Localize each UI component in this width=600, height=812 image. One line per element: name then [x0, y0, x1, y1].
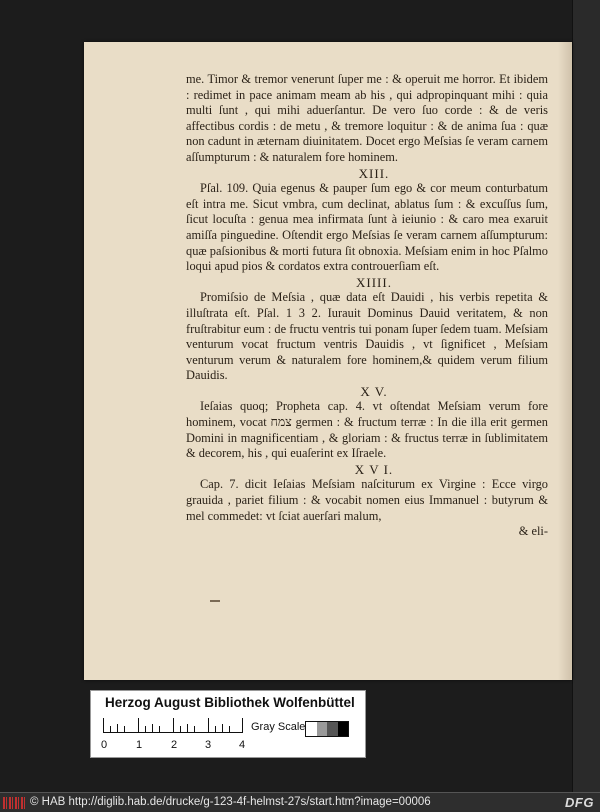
viewer-side-strip	[572, 0, 600, 792]
ruler-number: 3	[205, 739, 212, 751]
ruler-number: 2	[171, 739, 178, 751]
paragraph: Ieſaias quoq; Propheta cap. 4. vt oſtendat Meſsiam verum fore hominem, vocat צמח germen : & fructum terræ : In die illa erit germen Domini in magnificentiam , & gloriam : & fructus terræ in ſublimitatem & decorem, his , qui euaſerint ex Iſraele.	[186, 399, 548, 461]
library-name: Herzog August Bibliothek Wolfenbüttel	[105, 695, 355, 710]
paragraph: Promiſsio de Meſsia , quæ data eſt Dauidi , his verbis repetita & illuſtrata eſt. Pſal. 1 3 2. Iurauit Dominus Dauid veritatem, & non fruſtrabitur eum : de fructu ventris tui ponam ſuper ſedem tuam. Meſsiam venturum vocat fructum ventris Dauidis , vt ſignificet , Meſsiam venturum verum & naturalem fore hominem,& quidem verum filium Dauidis.	[186, 290, 548, 383]
page-text	[186, 72, 548, 540]
source-url[interactable]: © HAB http://diglib.hab.de/drucke/g-123-4f-helmst-27s/start.htm?image=00006	[30, 796, 431, 808]
paragraph: Cap. 7. dicit Ieſaias Meſsiam naſciturum ex Virgine : Ecce virgo grauida , pariet filium : & vocabit nomen eius Immanuel : butyrum & mel commedet: vt ſciat auerſari malum,	[186, 477, 548, 523]
section-heading: XIIII.	[356, 274, 392, 290]
ruler-number: 4	[239, 739, 246, 751]
barcode-icon	[3, 797, 25, 809]
gray-swatch	[317, 722, 328, 736]
gray-swatch	[306, 722, 317, 736]
status-bar	[0, 792, 600, 812]
gray-scale-label: Gray Scale	[251, 721, 306, 733]
section-heading: X V I.	[354, 461, 394, 477]
section-heading: X V.	[360, 383, 388, 399]
dfg-logo: DFG	[565, 795, 594, 810]
catchword: & eli-	[518, 524, 548, 539]
ruler-number: 1	[136, 739, 143, 751]
gray-swatch	[327, 722, 338, 736]
gray-swatch	[338, 722, 349, 736]
library-color-card	[90, 690, 366, 758]
paragraph: me. Timor & tremor venerunt ſuper me : & operuit me horror. Et ibidem : redimet in pace animam meam ab his , qui adpropinquant mihi : quia multi ſunt , qui mihi aduerſantur. De vero ſuo corde : & de veris affectibus cordis : de metu , & tremore loquitur : & de anima ſua : quæ non cadunt in æternam diuinitatem. Docet ergo Meſsias ſe veram carnem aſſumpturum : & naturalem fore hominem.	[186, 72, 548, 164]
section-heading: XIII.	[358, 165, 390, 181]
scale-ruler	[103, 719, 243, 733]
ink-mark	[210, 600, 220, 602]
gray-scale-swatches	[305, 721, 349, 737]
ruler-number: 0	[101, 739, 108, 751]
scanned-page	[84, 42, 572, 680]
paragraph: Pſal. 109. Quia egenus & pauper ſum ego & cor meum conturbatum eſt intra me. Sicut vmbra, cum declinat, ablatus ſum : & excuſſus ſum, ſicut locuſta : genua mea infirmata ſunt à ieiunio : & caro mea exaruit amiſſa pinguedine. Oſtendit ergo Meſsias ſe veram carnem aſſumpturum: quæ paſsionibus & morti futura ſit obnoxia. Meſsiam enim in hoc Pſalmo loqui apud pios & cordatos extra controuerſiam eſt.	[186, 181, 548, 274]
